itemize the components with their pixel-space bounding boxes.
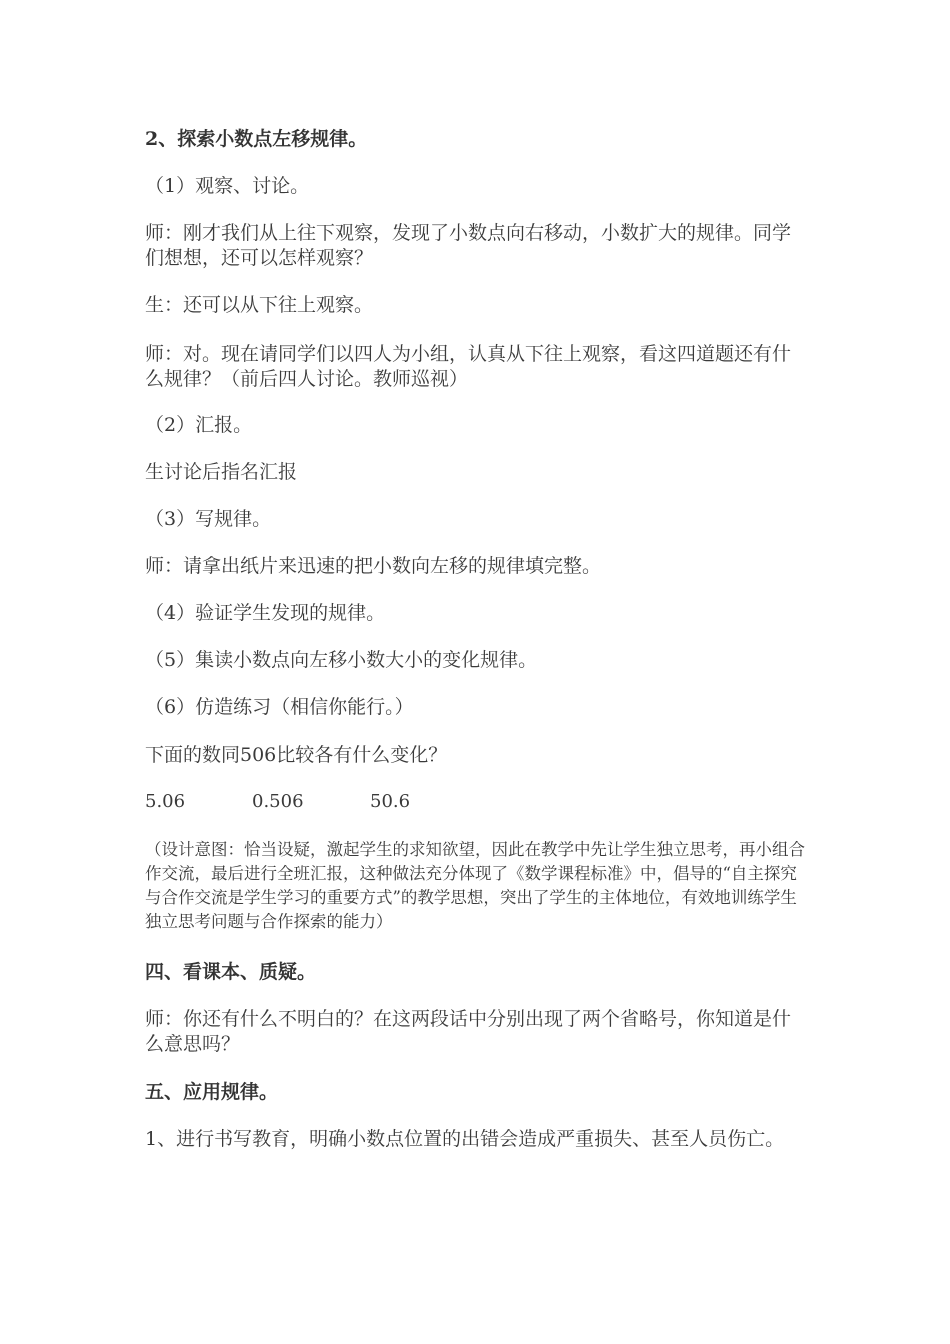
student-paragraph-1: 生：还可以从下往上观察。 [145, 294, 374, 316]
teacher-paragraph-4: 师：你还有什么不明白的？在这两段话中分别出现了两个省略号，你知道是什么意思吗？ [145, 1008, 792, 1055]
step-write-rule: （3）写规律。 [145, 508, 272, 530]
report-paragraph: 生讨论后指名汇报 [145, 461, 298, 483]
step-report: （2）汇报。 [145, 414, 253, 436]
section-heading-four: 四、看课本、质疑。 [145, 961, 317, 983]
teacher-paragraph-2: 师：对。现在请同学们以四人为小组，认真从下往上观察，看这四道题还有什么规律？（前后四人讨论。教师巡视） [145, 343, 792, 390]
step-verify: （4）验证学生发现的规律。 [145, 602, 386, 624]
step-read-together: （5）集读小数点向左移小数大小的变化规律。 [145, 649, 538, 671]
design-intent-note: （设计意图：恰当设疑，激起学生的求知欲望，因此在教学中先让学生独立思考，再小组合作交流，最后进行全班汇报，这种做法充分体现了《数学课程标准》中，倡导的“自主探究与合作交流是学生学习的重要方式”的教学思想，突出了学生的主体地位，有效地训练学生独立思考问题与合作探索的能力） [145, 840, 805, 931]
section-heading-five: 五、应用规律。 [145, 1081, 279, 1103]
number-item: 0.506 [252, 791, 304, 812]
teacher-paragraph-1: 师：刚才我们从上往下观察，发现了小数点向右移动，小数扩大的规律。同学们想想，还可以怎样观察？ [145, 222, 792, 269]
practice-question: 下面的数同506比较各有什么变化？ [145, 744, 448, 766]
number-item: 50.6 [370, 791, 411, 812]
teacher-paragraph-3: 师：请拿出纸片来迅速的把小数向左移的规律填完整。 [145, 555, 602, 577]
section-heading-explore: 2、探索小数点左移规律。 [145, 128, 368, 150]
number-item: 5.06 [145, 791, 186, 812]
step-observe-discuss: （1）观察、讨论。 [145, 175, 310, 197]
step-practice: （6）仿造练习（相信你能行。） [145, 696, 414, 718]
apply-paragraph: 1、进行书写教育，明确小数点位置的出错会造成严重损失、甚至人员伤亡。 [145, 1128, 785, 1150]
